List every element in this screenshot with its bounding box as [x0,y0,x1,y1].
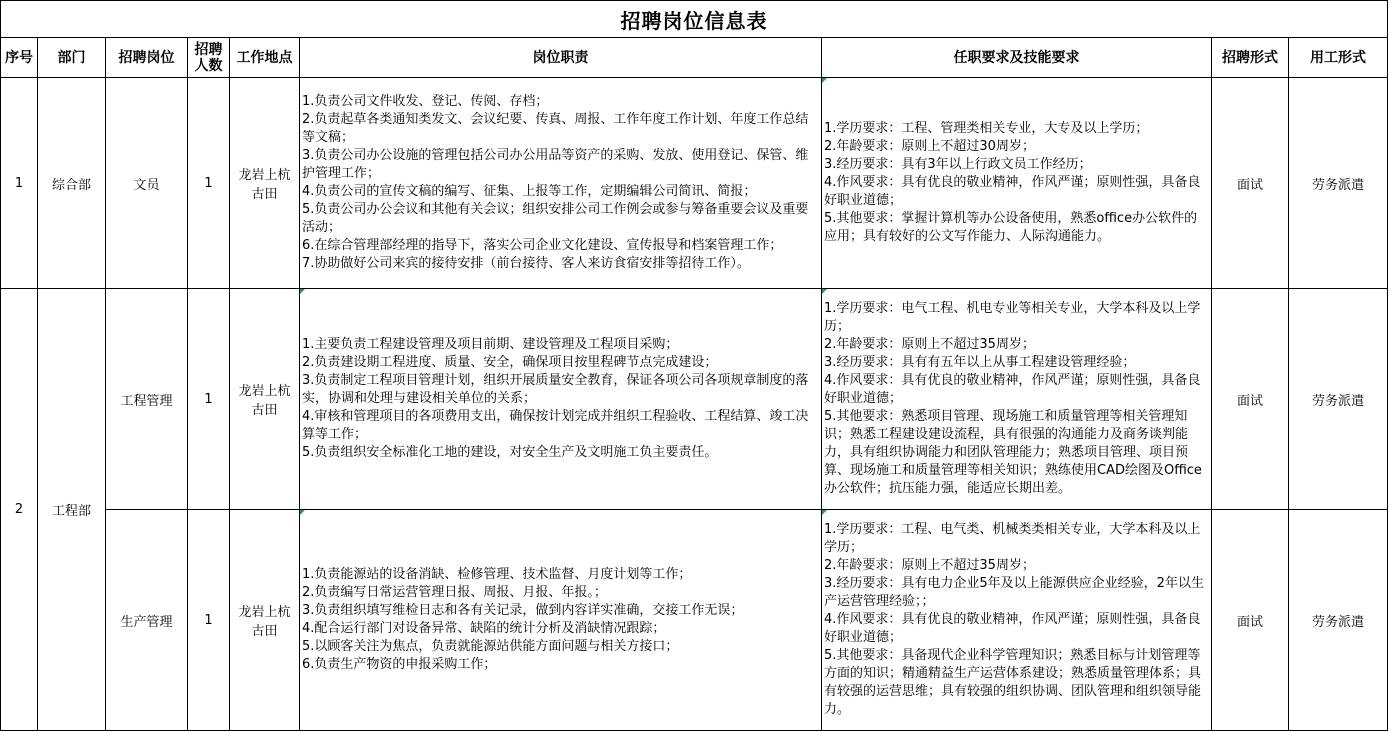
duties-cell [300,78,822,289]
duty-item: 4.审核和管理项目的各项费用支出，确保按计划完成并组织工程验收、工程结算、竣工决算等工作； [302,409,809,442]
requirement-item: 2.年龄要求：原则上不超过35周岁； [824,558,1035,573]
location-line1: 龙岩上杭 [238,384,291,399]
duty-item: 5.负责组织安全标准化工地的建设，对安全生产及文明施工负主要责任。 [302,445,718,460]
dept-cell: 综合部 [38,78,106,289]
header-count [188,38,230,78]
requirement-item: 5.其他要求：掌握计算机等办公设备使用，熟悉office办公软件的应用；具有较好的公文写作能力、人际沟通能力。 [824,211,1198,244]
duty-item: 5.负责公司办公会议和其他有关会议；组织安排公司工作例会或参与筹备重要会议及重要活动； [302,202,809,235]
position-cell: 工程管理 [106,289,188,510]
recruit-form-cell: 面试 [1212,78,1289,289]
location-cell [230,289,300,510]
header-dept: 部门 [38,38,106,78]
requirement-item: 4.作风要求：具有优良的敬业精神，作风严谨；原则性强，具备良好职业道德； [824,175,1201,208]
duty-item: 1.主要负责工程建设管理及项目前期、建设管理及工程项目采购； [302,337,679,352]
table-row [1,289,1388,510]
requirement-item: 2.年龄要求：原则上不超过35周岁； [824,337,1035,352]
header-seq: 序号 [1,38,38,78]
duty-item: 3.负责制定工程项目管理计划，组织开展质量安全教育，保证各项公司各项规章制度的落实，协调和处理与建设相关单位的关系； [302,373,809,406]
duty-item: 5.以顾客关注为焦点，负责就能源站供能方面问题与相关方接口； [302,639,679,654]
position-cell: 生产管理 [106,510,188,731]
requirement-item: 5.其他要求：熟悉项目管理、现场施工和质量管理等相关管理知识；熟悉工程建设建设流程，具有很强的沟通能力及商务谈判能力，具有组织协调能力和团队管理能力；熟悉项目管理、项目预算、现场施工和质量管理等相关知识；熟练使用CAD绘图及Office办公软件；抗压能力强，能适应长期出差。 [824,409,1202,496]
requirement-item: 1.学历要求：工程、电气类、机械类类相关专业，大学本科及以上学历； [824,522,1201,555]
requirement-item: 3.经历要求：具有电力企业5年及以上能源供应企业经验，2年以生产运营管理经验；； [824,576,1204,609]
duty-item: 4.负责公司的宣传文稿的编写、征集、上报等工作，定期编辑公司简讯、简报； [302,184,757,199]
table-row [1,78,1388,289]
duty-item: 1.负责公司文件收发、登记、传阅、存档； [302,94,549,109]
duties-cell [300,289,822,510]
location-line2: 古田 [251,403,278,418]
table-title: 招聘岗位信息表 [1,1,1388,38]
duty-item: 6.在综合管理部经理的指导下，落实公司企业文化建设、宣传报导和档案管理工作； [302,238,783,253]
requirement-item: 4.作风要求：具有优良的敬业精神，作风严谨；原则性强，具备良好职业道德； [824,612,1201,645]
requirement-item: 1.学历要求：工程、管理类相关专业，大专及以上学历； [824,121,1149,136]
table-row [1,510,1388,731]
requirement-item: 2.年龄要求：原则上不超过30周岁； [824,139,1035,154]
requirements-cell [822,78,1212,289]
position-cell: 文员 [106,78,188,289]
duty-item: 2.负责建设期工程进度、质量、安全，确保项目按里程碑节点完成建设； [302,355,718,370]
comment-marker-icon [300,510,305,515]
comment-marker-icon [822,78,827,83]
duty-item: 3.负责组织填写维检日志和各有关记录，做到内容详实准确，交接工作无误； [302,603,744,618]
employ-form-cell: 劳务派遣 [1289,510,1388,731]
comment-marker-icon [300,289,305,294]
header-row [1,38,1388,78]
duties-cell [300,510,822,731]
recruit-form-cell: 面试 [1212,289,1289,510]
location-cell [230,510,300,731]
header-duties: 岗位职责 [300,38,822,78]
count-cell: 1 [188,510,230,731]
dept-cell: 工程部 [38,289,106,731]
duty-item: 2.负责起草各类通知类发文、会议纪要、传真、周报、工作年度工作计划、年度工作总结等文稿； [302,112,809,145]
location-line1: 龙岩上杭 [238,605,291,620]
header-count-line1: 招聘 [194,41,223,58]
requirements-cell [822,510,1212,731]
header-position: 招聘岗位 [106,38,188,78]
recruit-form-cell: 面试 [1212,510,1289,731]
header-requirements: 任职要求及技能要求 [822,38,1212,78]
count-cell: 1 [188,289,230,510]
requirements-cell [822,289,1212,510]
employ-form-cell: 劳务派遣 [1289,78,1388,289]
header-recruit-form: 招聘形式 [1212,38,1289,78]
duty-item: 2.负责编写日常运营管理日报、周报、月报、年报。； [302,585,607,600]
seq-cell: 2 [1,289,38,731]
requirement-item: 3.经历要求：具有有五年以上从事工程建设管理经验； [824,355,1136,370]
location-line2: 古田 [251,624,278,639]
header-count-line2: 人数 [194,57,223,74]
seq-cell: 1 [1,78,38,289]
header-location: 工作地点 [230,38,300,78]
duty-item: 4.配合运行部门对设备异常、缺陷的统计分析及消缺情况跟踪； [302,621,666,636]
location-line2: 古田 [251,187,278,202]
requirement-item: 1.学历要求：电气工程、机电专业等相关专业，大学本科及以上学历； [824,301,1201,334]
requirement-item: 4.作风要求：具有优良的敬业精神，作风严谨；原则性强，具备良好职业道德； [824,373,1201,406]
duty-item: 7.协助做好公司来宾的接待安排（前台接待、客人来访食宿安排等招待工作）。 [302,256,750,271]
duty-item: 3.负责公司办公设施的管理包括公司办公用品等资产的采购、发放、使用登记、保管、维护管理工作； [302,148,809,181]
location-line1: 龙岩上杭 [238,168,291,183]
comment-marker-icon [822,289,827,294]
requirement-item: 3.经历要求：具有3年以上行政文员工作经历； [824,157,1092,172]
location-cell [230,78,300,289]
count-cell: 1 [188,78,230,289]
requirement-item: 5.其他要求：具备现代企业科学管理知识；熟悉目标与计划管理等方面的知识；精通精益生产运营体系建设；熟悉质量管理体系；具有较强的运营思维；具有较强的组织协调、团队管理和组织领导能力。 [824,648,1202,717]
header-employ-form: 用工形式 [1289,38,1388,78]
employ-form-cell: 劳务派遣 [1289,289,1388,510]
duty-item: 1.负责能源站的设备消缺、检修管理、技术监督、月度计划等工作； [302,567,692,582]
comment-marker-icon [822,510,827,515]
duty-item: 6.负责生产物资的申报采购工作； [302,657,497,672]
